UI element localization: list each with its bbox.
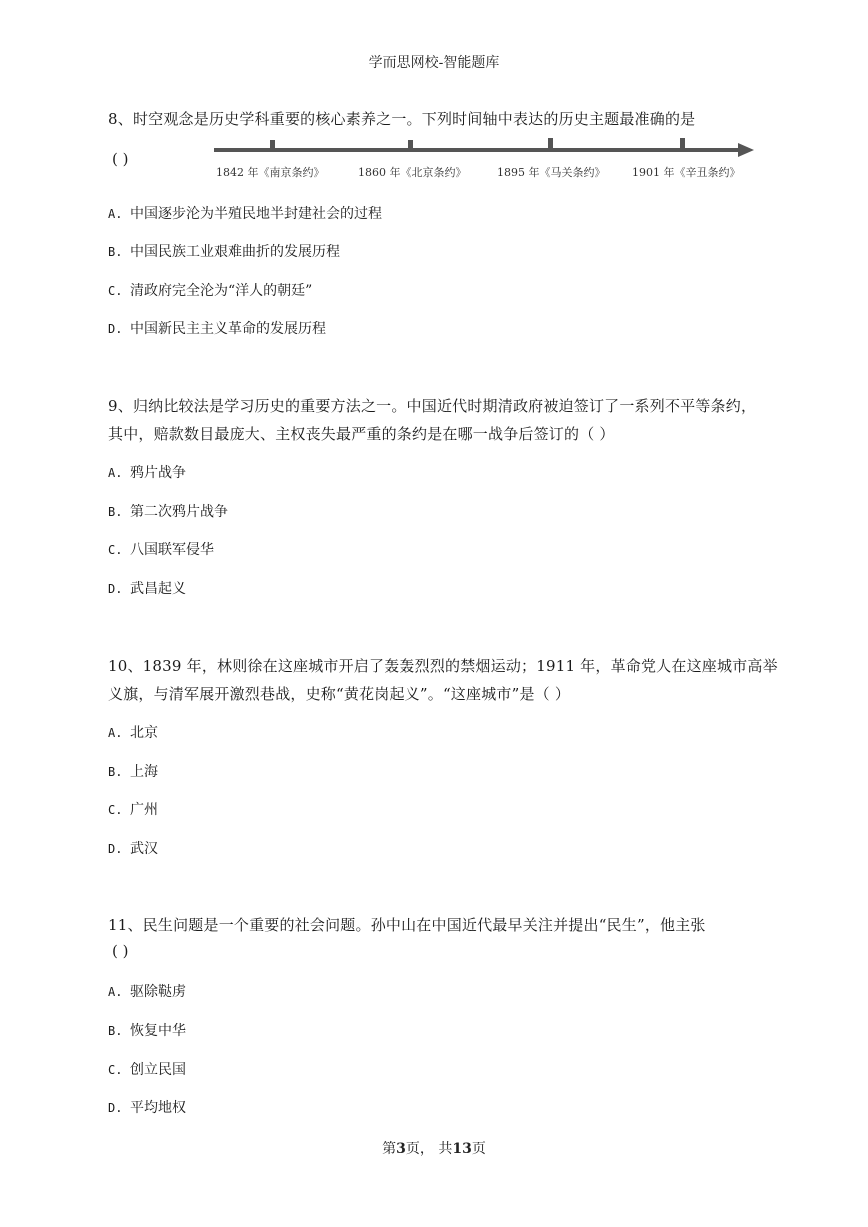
option-text: 平均地权 bbox=[130, 1100, 186, 1116]
question-8-stem: 8、时空观念是历史学科重要的核心素养之一。下列时间轴中表达的历史主题最准确的是 bbox=[108, 110, 696, 128]
question-8-option-d bbox=[108, 318, 326, 338]
option-text: 北京 bbox=[130, 725, 158, 741]
option-letter: D. bbox=[108, 322, 123, 336]
option-text: 上海 bbox=[130, 764, 158, 780]
question-9-option-a bbox=[108, 462, 186, 482]
footer-mid: 页， 共 bbox=[405, 1141, 453, 1157]
footer-total-pages: 13 bbox=[452, 1141, 472, 1157]
option-letter: B. bbox=[108, 1024, 123, 1038]
page-footer bbox=[0, 1138, 868, 1158]
option-text: 清政府完全沦为“洋人的朝廷” bbox=[130, 283, 313, 299]
option-letter: C. bbox=[108, 543, 123, 557]
option-text: 武昌起义 bbox=[130, 581, 186, 597]
option-letter: A. bbox=[108, 207, 123, 221]
question-10-option-d bbox=[108, 838, 158, 858]
question-8-option-b bbox=[108, 241, 340, 261]
timeline-marker-1895 bbox=[548, 138, 553, 150]
option-letter: B. bbox=[108, 505, 123, 519]
timeline-label-1842: 1842 年《南京条约》 bbox=[216, 166, 325, 179]
page-header: 学而思网校-智能题库 bbox=[368, 55, 500, 71]
question-10-stem-line-1: 10、1839 年，林则徐在这座城市开启了轰轰烈烈的禁烟运动；1911 年，革命党人在这座城市高举 bbox=[108, 657, 778, 675]
option-letter: A. bbox=[108, 985, 123, 999]
question-8-timeline bbox=[210, 130, 760, 182]
question-10-option-b bbox=[108, 761, 158, 781]
timeline-label-1860: 1860 年《北京条约》 bbox=[358, 166, 467, 179]
question-11-stem: 11、民生问题是一个重要的社会问题。孙中山在中国近代最早关注并提出“民生”，他主张 bbox=[108, 916, 706, 934]
question-10-option-a bbox=[108, 722, 158, 742]
option-text: 中国逐步沦为半殖民地半封建社会的过程 bbox=[130, 206, 382, 222]
option-text: 恢复中华 bbox=[130, 1023, 186, 1039]
question-11-option-c bbox=[108, 1059, 186, 1079]
option-text: 中国民族工业艰难曲折的发展历程 bbox=[130, 244, 340, 260]
question-8-option-a bbox=[108, 203, 382, 223]
question-8-answer-blank: ( ) bbox=[112, 150, 129, 168]
option-letter: B. bbox=[108, 245, 123, 259]
question-9-stem-line-2: 其中，赔款数目最庞大、主权丧失最严重的条约是在哪一战争后签订的（ ） bbox=[108, 425, 615, 443]
question-11-option-d bbox=[108, 1097, 186, 1117]
question-8-option-c bbox=[108, 280, 312, 300]
footer-suffix: 页 bbox=[471, 1141, 486, 1157]
option-letter: D. bbox=[108, 582, 123, 596]
question-9-option-b bbox=[108, 501, 228, 521]
question-9-stem-line-1: 9、归纳比较法是学习历史的重要方法之一。中国近代时期清政府被迫签订了一系列不平等条约， bbox=[108, 397, 757, 415]
option-letter: A. bbox=[108, 466, 123, 480]
timeline-marker-1860 bbox=[408, 140, 413, 150]
option-text: 驱除鞑虏 bbox=[130, 984, 186, 1000]
option-letter: A. bbox=[108, 726, 123, 740]
option-letter: D. bbox=[108, 1101, 123, 1115]
option-letter: B. bbox=[108, 765, 123, 779]
question-10-stem-line-2: 义旗，与清军展开激烈巷战，史称“黄花岗起义”。“这座城市”是（ ） bbox=[108, 685, 571, 703]
option-letter: C. bbox=[108, 1063, 123, 1077]
option-text: 武汉 bbox=[130, 841, 158, 857]
option-text: 中国新民主主义革命的发展历程 bbox=[130, 321, 326, 337]
option-text: 创立民国 bbox=[130, 1062, 186, 1078]
question-10-option-c bbox=[108, 799, 158, 819]
question-9-option-d bbox=[108, 578, 186, 598]
timeline-marker-1901 bbox=[680, 138, 685, 150]
question-11-option-b bbox=[108, 1020, 186, 1040]
option-letter: D. bbox=[108, 842, 123, 856]
timeline-marker-1842 bbox=[270, 140, 275, 150]
question-11-answer-blank: ( ) bbox=[112, 942, 129, 960]
option-letter: C. bbox=[108, 803, 123, 817]
timeline-label-1895: 1895 年《马关条约》 bbox=[497, 166, 606, 179]
option-text: 广州 bbox=[130, 802, 158, 818]
question-9-option-c bbox=[108, 539, 214, 559]
timeline-arrow bbox=[738, 143, 754, 157]
option-text: 鸦片战争 bbox=[130, 465, 186, 481]
option-letter: C. bbox=[108, 284, 123, 298]
footer-page-number: 3 bbox=[396, 1141, 406, 1157]
footer-prefix: 第 bbox=[382, 1141, 397, 1157]
option-text: 八国联军侵华 bbox=[130, 542, 214, 558]
timeline-label-1901: 1901 年《辛丑条约》 bbox=[632, 166, 741, 179]
question-11-option-a bbox=[108, 981, 186, 1001]
option-text: 第二次鸦片战争 bbox=[130, 504, 228, 520]
